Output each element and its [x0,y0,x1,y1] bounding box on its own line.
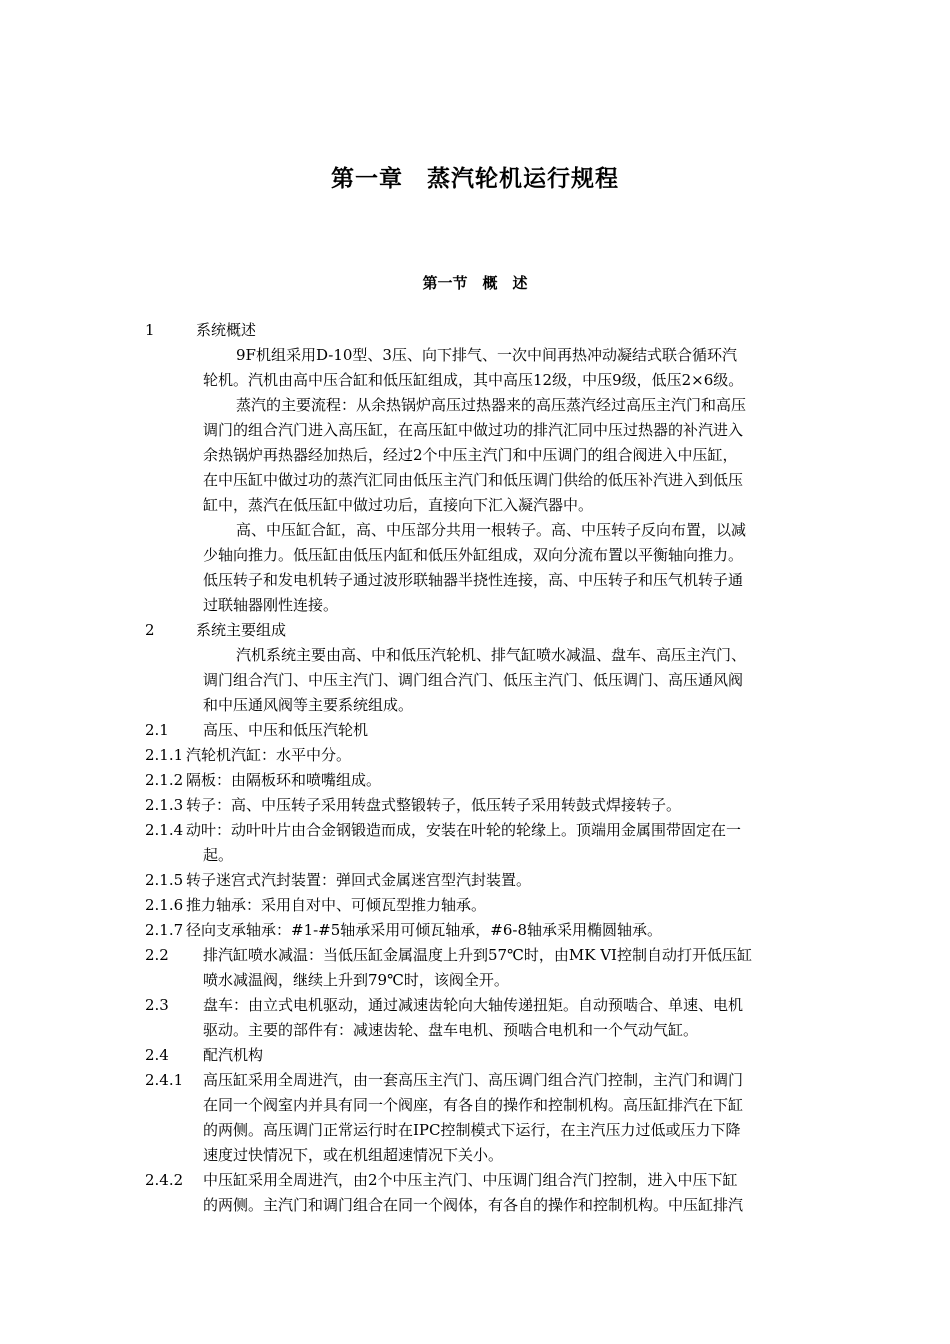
text-line [145,1168,810,1193]
section-title: 第一节 概 述 [422,274,528,292]
text-line [145,843,810,868]
line-text: 的两侧。主汽门和调门组合在同一个阀体，有各自的操作和控制机构。中压缸排汽 [203,1196,744,1214]
line-text: 在同一个阀室内并具有同一个阀座，有各自的操作和控制机构。高压缸排汽在下缸 [203,1096,744,1114]
text-line [145,743,810,768]
section-number: 2.4.2 [145,1171,184,1189]
text-line [145,868,810,893]
section-number: 2.1.6 [145,896,184,914]
chapter-title: 第一章 蒸汽轮机运行规程 [331,165,619,192]
document-body [145,318,810,1218]
line-text: 高压、中压和低压汽轮机 [203,721,369,739]
text-line [145,1193,810,1218]
text-line [145,493,810,518]
text-line [145,968,810,993]
line-text: 径向支承轴承：#1-#5轴承采用可倾瓦轴承，#6-8轴承采用椭圆轴承。 [186,921,663,939]
line-text: 喷水减温阀，继续上升到79℃时，该阀全开。 [203,971,509,989]
text-line [145,368,810,393]
line-text: 系统主要组成 [196,621,287,639]
line-text: 转子：高、中压转子采用转盘式整锻转子，低压转子采用转鼓式焊接转子。 [186,796,682,814]
text-line [145,718,810,743]
text-line [145,1068,810,1093]
line-text: 在中压缸中做过功的蒸汽汇同由低压主汽门和低压调门供给的低压补汽进入到低压 [203,471,744,489]
line-text: 转子迷宫式汽封装置：弹回式金属迷宫型汽封装置。 [186,871,532,889]
text-line [145,318,810,343]
text-line [145,918,810,943]
text-line [145,793,810,818]
text-line [145,1093,810,1118]
line-text: 低压转子和发电机转子通过波形联轴器半挠性连接，高、中压转子和压气机转子通 [203,571,744,589]
text-line [145,418,810,443]
text-line [145,518,810,543]
section-number: 2.1 [145,721,169,739]
line-text: 9F机组采用D-10型、3压、向下排气、一次中间再热冲动凝结式联合循环汽 [236,346,737,364]
line-text: 驱动。主要的部件有：减速齿轮、盘车电机、预啮合电机和一个气动气缸。 [203,1021,699,1039]
line-text: 盘车：由立式电机驱动，通过减速齿轮向大轴传递扭矩。自动预啮合、单速、电机 [203,996,744,1014]
text-line [145,443,810,468]
text-line [145,643,810,668]
line-text: 轮机。汽机由高中压合缸和低压缸组成，其中高压12级，中压9级，低压2×6级。 [203,371,744,389]
line-text: 汽机系统主要由高、中和低压汽轮机、排气缸喷水减温、盘车、高压主汽门、 [236,646,747,664]
text-line [145,543,810,568]
line-text: 速度过快情况下，或在机组超速情况下关小。 [203,1146,504,1164]
line-text: 的两侧。高压调门正常运行时在IPC控制模式下运行，在主汽压力过低或压力下降 [203,1121,741,1139]
section-number: 2.4 [145,1046,169,1064]
line-text: 过联轴器刚性连接。 [203,596,339,614]
line-text: 缸中，蒸汽在低压缸中做过功后，直接向下汇入凝汽器中。 [203,496,594,514]
text-line [145,993,810,1018]
line-text: 高、中压缸合缸，高、中压部分共用一根转子。高、中压转子反向布置，以减 [236,521,747,539]
text-line [145,1118,810,1143]
section-number: 2.1.1 [145,746,184,764]
text-line [145,618,810,643]
text-line [145,1043,810,1068]
section-number: 2.1.2 [145,771,184,789]
line-text: 中压缸采用全周进汽，由2个中压主汽门、中压调门组合汽门控制，进入中压下缸 [203,1171,738,1189]
text-line [145,768,810,793]
text-line [145,668,810,693]
line-text: 调门的组合汽门进入高压缸，在高压缸中做过功的排汽汇同中压过热器的补汽进入 [203,421,744,439]
text-line [145,593,810,618]
line-text: 和中压通风阀等主要系统组成。 [203,696,414,714]
text-line [145,1143,810,1168]
text-line [145,943,810,968]
section-number: 2.1.5 [145,871,184,889]
text-line [145,1018,810,1043]
line-text: 高压缸采用全周进汽，由一套高压主汽门、高压调门组合汽门控制，主汽门和调门 [203,1071,744,1089]
line-text: 少轴向推力。低压缸由低压内缸和低压外缸组成，双向分流布置以平衡轴向推力。 [203,546,744,564]
text-line [145,393,810,418]
line-text: 汽轮机汽缸：水平中分。 [186,746,352,764]
line-text: 起。 [203,846,234,864]
line-text: 配汽机构 [203,1046,264,1064]
line-text: 余热锅炉再热器经加热后，经过2个中压主汽门和中压调门的组合阀进入中压缸， [203,446,738,464]
line-text: 隔板：由隔板环和喷嘴组成。 [186,771,382,789]
section-number: 2 [145,621,155,639]
line-text: 动叶：动叶叶片由合金钢锻造而成，安装在叶轮的轮缘上。顶端用金属围带固定在一 [186,821,742,839]
text-line [145,343,810,368]
section-number: 2.2 [145,946,169,964]
text-line [145,568,810,593]
section-number: 2.1.4 [145,821,184,839]
section-number: 2.1.3 [145,796,184,814]
section-number: 2.1.7 [145,921,184,939]
line-text: 蒸汽的主要流程：从余热锅炉高压过热器来的高压蒸汽经过高压主汽门和高压 [236,396,747,414]
line-text: 调门组合汽门、中压主汽门、调门组合汽门、低压主汽门、低压调门、高压通风阀 [203,671,744,689]
section-number: 2.3 [145,996,169,1014]
line-text: 系统概述 [196,321,257,339]
text-line [145,468,810,493]
text-line [145,893,810,918]
section-number: 2.4.1 [145,1071,184,1089]
text-line [145,818,810,843]
section-number: 1 [145,321,155,339]
line-text: 推力轴承：采用自对中、可倾瓦型推力轴承。 [186,896,487,914]
line-text: 排汽缸喷水减温：当低压缸金属温度上升到57℃时，由MK VI控制自动打开低压缸 [203,946,752,964]
text-line [145,693,810,718]
